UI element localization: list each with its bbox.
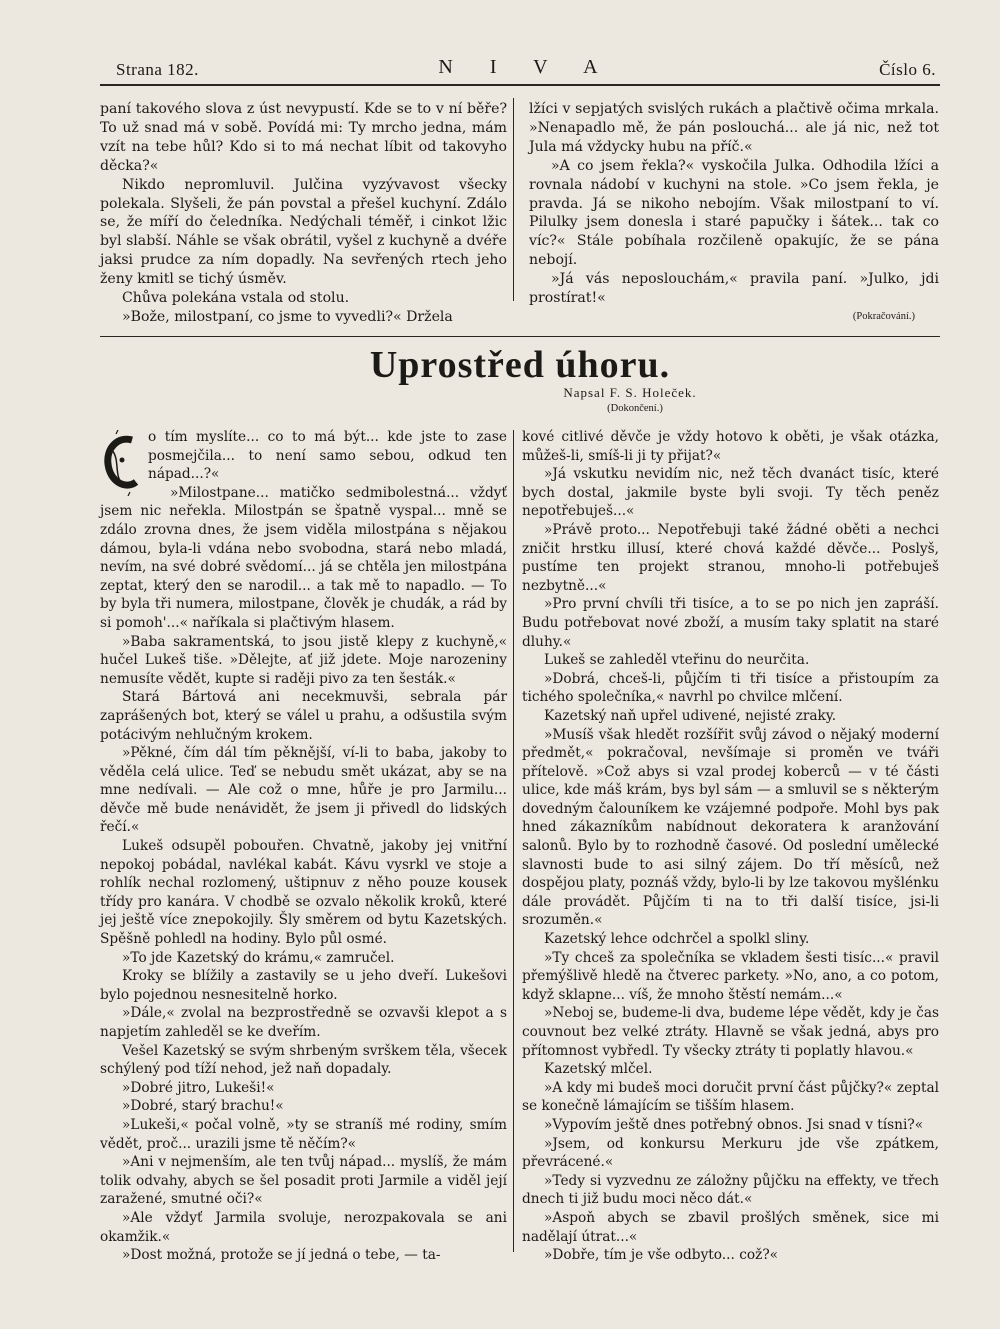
paragraph: Kroky se blížily a zastavily se u jeho dveří. Lukešovi bylo pojednou nesnesitelně horko. xyxy=(100,968,507,1003)
bottom-left-column xyxy=(100,428,507,1265)
bottom-column-divider xyxy=(513,430,514,1252)
paragraph: »Ty chceš za společníka se vkladem šesti tisíc...« pravil přemýšlivě hledě na čtverec parkety. »No, ano, a co potom, když sklapne... víš, že mnoho štěstí nemám...« xyxy=(522,949,939,1003)
paragraph: »Dost možná, protože se jí jedná o tebe, — ta- xyxy=(122,1247,441,1264)
paragraph: »Dále,« zvolal na bezprostředně se ozvavši klepot a s napjetím zahleděl se ke dveřím. xyxy=(100,1005,507,1040)
paragraph: »Já vás neposlouchám,« pravila paní. »Julko, jdi prostírat!« xyxy=(529,271,939,307)
paragraph: »Tedy si vyzvednu ze záložny půjčku na effekty, ve třech dnech ti již budu moci něco dát.« xyxy=(522,1172,939,1208)
paragraph: »Dobré, starý brachu!« xyxy=(122,1098,284,1115)
paragraph: »Ani v nejmenším, ale ten tvůj nápad... myslíš, že mám tolik odvahy, abych se šel posadit proti Jarmile a viděl její zaražené, smutné oči?« xyxy=(100,1154,507,1208)
story-byline: Napsal F. S. Holeček. xyxy=(563,385,697,400)
paragraph: »Pro první chvíli tři tisíce, a to se po nich jen zapráší. Budu potřebovat nové zboží, a musím taky splatit na staré dluhy.« xyxy=(522,596,939,650)
story-subtitle: (Dokončení.) xyxy=(607,403,663,414)
top-right-column xyxy=(529,100,939,327)
paragraph: »To jde Kazetský do krámu,« zamručel. xyxy=(122,949,395,966)
paragraph: Kazetský lehce odchrčel a spolkl sliny. xyxy=(544,931,810,948)
paragraph: »Musíš však hledět rozšířit svůj závod o nějaký moderní předmět,« pokračoval, nevšímaje si proměn ve tváři přítelově. »Což abys si vzal prodej koberců — v té části ulice, kde máš krám, bys byl sám — a smluvil se s některým dovedným čalouníkem ke vzájemné podpoře. Mohl bys pak hned zákazníkům nabídnout dekoratera k aranžování salonů. Bylo by to rozhodně časové. Od poslední umělecké slavnosti bude to asi silný zájem. Do tří měsíců, než dospějou platy, poznáš vždy, bylo-li by lze takovou myšlénku dále provádět. Půjčím ti na to tři další tisíce, jsi-li srozuměn.« xyxy=(522,726,939,929)
top-left-column xyxy=(100,100,507,327)
paragraph: »Baba sakramentská, to jsou jistě klepy z kuchyně,« hučel Lukeš tiše. »Dělejte, ať již jdete. Moje narozeniny nemusíte vědět, kupte si raději pivo za ten šesták.« xyxy=(100,633,507,687)
paragraph: »Ale vždyť Jarmila svoluje, nerozpakovala se ani okamžik.« xyxy=(100,1209,507,1245)
paragraph: »Dobrá, chceš-li, půjčím ti tři tisíce a přistoupím za tichého společníka,« navrhl po chvilce mlčení. xyxy=(522,670,939,706)
top-column-divider xyxy=(513,98,514,301)
issue-number: Číslo 6. xyxy=(879,60,936,79)
paragraph: Chůva polekána vstala od stolu. xyxy=(122,290,350,307)
paragraph: Lukeš odsupěl pobouřen. Chvatně, jakoby jej vnitřní nepokoj pobádal, navlékal kabát. Kávu vysrkl ve stoje a rohlík nechal rozlomený, uštipnuv z něho pouze kousek třídy pro kanára. V chodbě se ozvalo několik kroků, které jej ještě více znepokojily. Šly směrem od bytu Kazetských. Spěšně pohledl na hodiny. Bylo půl osmé. xyxy=(100,838,507,948)
page-number: Strana 182. xyxy=(116,60,199,79)
paragraph: »Já vskutku nevidím nic, než těch dvanáct tisíc, které bych dostal, jakmile byste byli svoji. Ty těch peněz nepotřebuješ...« xyxy=(522,466,939,520)
paragraph: »Lukeši,« počal volně, »ty se straníš mé rodiny, smím vědět, proč... urazili jsme tě něčím?« xyxy=(100,1116,507,1152)
paragraph: Vešel Kazetský se svým shrbeným svrškem těla, všecek schýlený pod tíží nehod, jež naň dopadaly. xyxy=(100,1042,507,1078)
header-rule xyxy=(100,84,940,86)
magazine-name: N I V A xyxy=(438,56,614,78)
paragraph: »Pěkné, čím dál tím pěknější, ví-li to baba, jakoby to věděla celá ulice. Teď se nebudu smět ukázat, aby se na mne nedívali. — Ale což o mne, hůře je pro Jarmilu... děvče mě bude nenávidět, že jsem ji přivedl do lidských řečí.« xyxy=(100,745,507,836)
paragraph: »Dobře, tím je vše odbyto... což?« xyxy=(544,1247,779,1264)
drop-cap-ornament xyxy=(100,430,142,496)
paragraph: »Jsem, od konkursu Merkuru jde vše zpátkem, převrácené.« xyxy=(522,1135,939,1171)
paragraph: o tím myslíte... co to má být... kde jste to zase posmejčila... to není samo sebou, odkud ten nápad...?« xyxy=(148,429,507,483)
paragraph: »Bože, milostpaní, co jsme to vyvedli?« Držela xyxy=(122,308,453,325)
story-heading xyxy=(88,343,952,414)
paragraph: »Neboj se, budeme-li dva, budeme lépe vědět, kdy je čas couvnout bez velké ztráty. Hlavně se však jedná, abys pro přítomnost vybředl. Ty všecky ztráty ti poplatly hlavou.« xyxy=(522,1005,939,1059)
paragraph: »A co jsem řekla?« vyskočila Julka. Odhodila lžíci a rovnala nádobí v kuchyni na stole. »Co jsem řekla, je pravda. Já se nikoho nebojím. Však milostpaní to ví. Pilulky jsem donesla i staré papučky i šátek... tak co víc?« Stále pobíhala rozčileně opakujíc, že se pána nebojí. xyxy=(529,157,939,269)
paragraph: paní takového slova z úst nevypustí. Kde se to v ní běře? To už snad má v sobě. Povídá mi: Ty mrcho jedna, mám vzít na tebe hůl? Kdo si to má nechat líbit od takovyho děcka?« xyxy=(100,101,507,174)
paragraph: Lukeš se zahleděl vteřinu do neurčita. xyxy=(544,652,810,669)
paragraph: Stará Bártová ani necekmuvši, sebrala pár zaprášených bot, který se válel u prahu, a odšustila svým potácivým nehlučným krokem. xyxy=(100,689,507,743)
paragraph: »Aspoň abych se zbavil prošlých směnek, sice mi nadělají útrat...« xyxy=(522,1209,939,1245)
paragraph: »Dobré jitro, Lukeši!« xyxy=(122,1079,275,1096)
section-rule xyxy=(100,336,940,337)
continuation-note: (Pokračování.) xyxy=(852,310,915,322)
paragraph: Kazetský mlčel. xyxy=(544,1061,653,1078)
paragraph: »Vypovím ještě dnes potřebný obnos. Jsi snad v tísni?« xyxy=(544,1116,924,1133)
paragraph: »A kdy mi budeš moci doručit první část půjčky?« zeptal se konečně lámajícím se tišším hlasem. xyxy=(522,1079,939,1115)
paragraph: Nikdo nepromluvil. Julčina vyzývavost všecky polekala. Slyšeli, že pán povstal a přešel kuchyní. Zdálo se, že míří do čeledníka. Nedýchali téměř, i cinkot lžic byl slabší. Náhle se však obrátil, vyšel z kuchyně a dvéře jaksi prudce za ním dopadly. Na sevřených rtech jeho ženy kmitl se tichý úsměv. xyxy=(100,176,507,288)
paragraph: lžíci v sepjatých svislých rukách a plačtivě očima mrkala. »Nenapadlo mě, že pán poslouchá... ale já nic, než tot Jula má vždycky hubu na příč.« xyxy=(529,101,939,155)
paragraph: »Právě proto... Nepotřebuji také žádné oběti a nechci zničit hrstku illusí, které chová každé děvče... Poslyš, pustíme ten projekt stranou, mnoho-li potřebuješ nezbytně...« xyxy=(522,521,939,594)
paragraph: kové citlivé děvče je vždy hotovo k oběti, je však otázka, můžeš-li, smíš-li ji ty přijat?« xyxy=(522,429,939,464)
bottom-right-column xyxy=(522,428,939,1265)
page-header xyxy=(116,56,936,82)
paragraph: Kazetský naň upřel udivené, nejisté zraky. xyxy=(544,707,837,724)
story-title: Uprostřed úhoru. xyxy=(369,344,671,386)
paragraph: »Milostpane... matičko sedmibolestná... vždyť jsem nic neřekla. Milostpán se špatně vyspal... mně se zdálo zrovna dnes, že jsem viděla milostpána s nějakou dámou, byla-li vdána nebo svobodna, stará nebo mladá, nevím, na své dobré svědomí... já se chtěla jen milostpána zeptat, který den se narodil... a tak mě to napadlo. — To by byla tři numera, milostpane, člověk je chudák, a rád by si pomoh'...« naříkala si plačtivým hlasem. xyxy=(100,484,507,631)
